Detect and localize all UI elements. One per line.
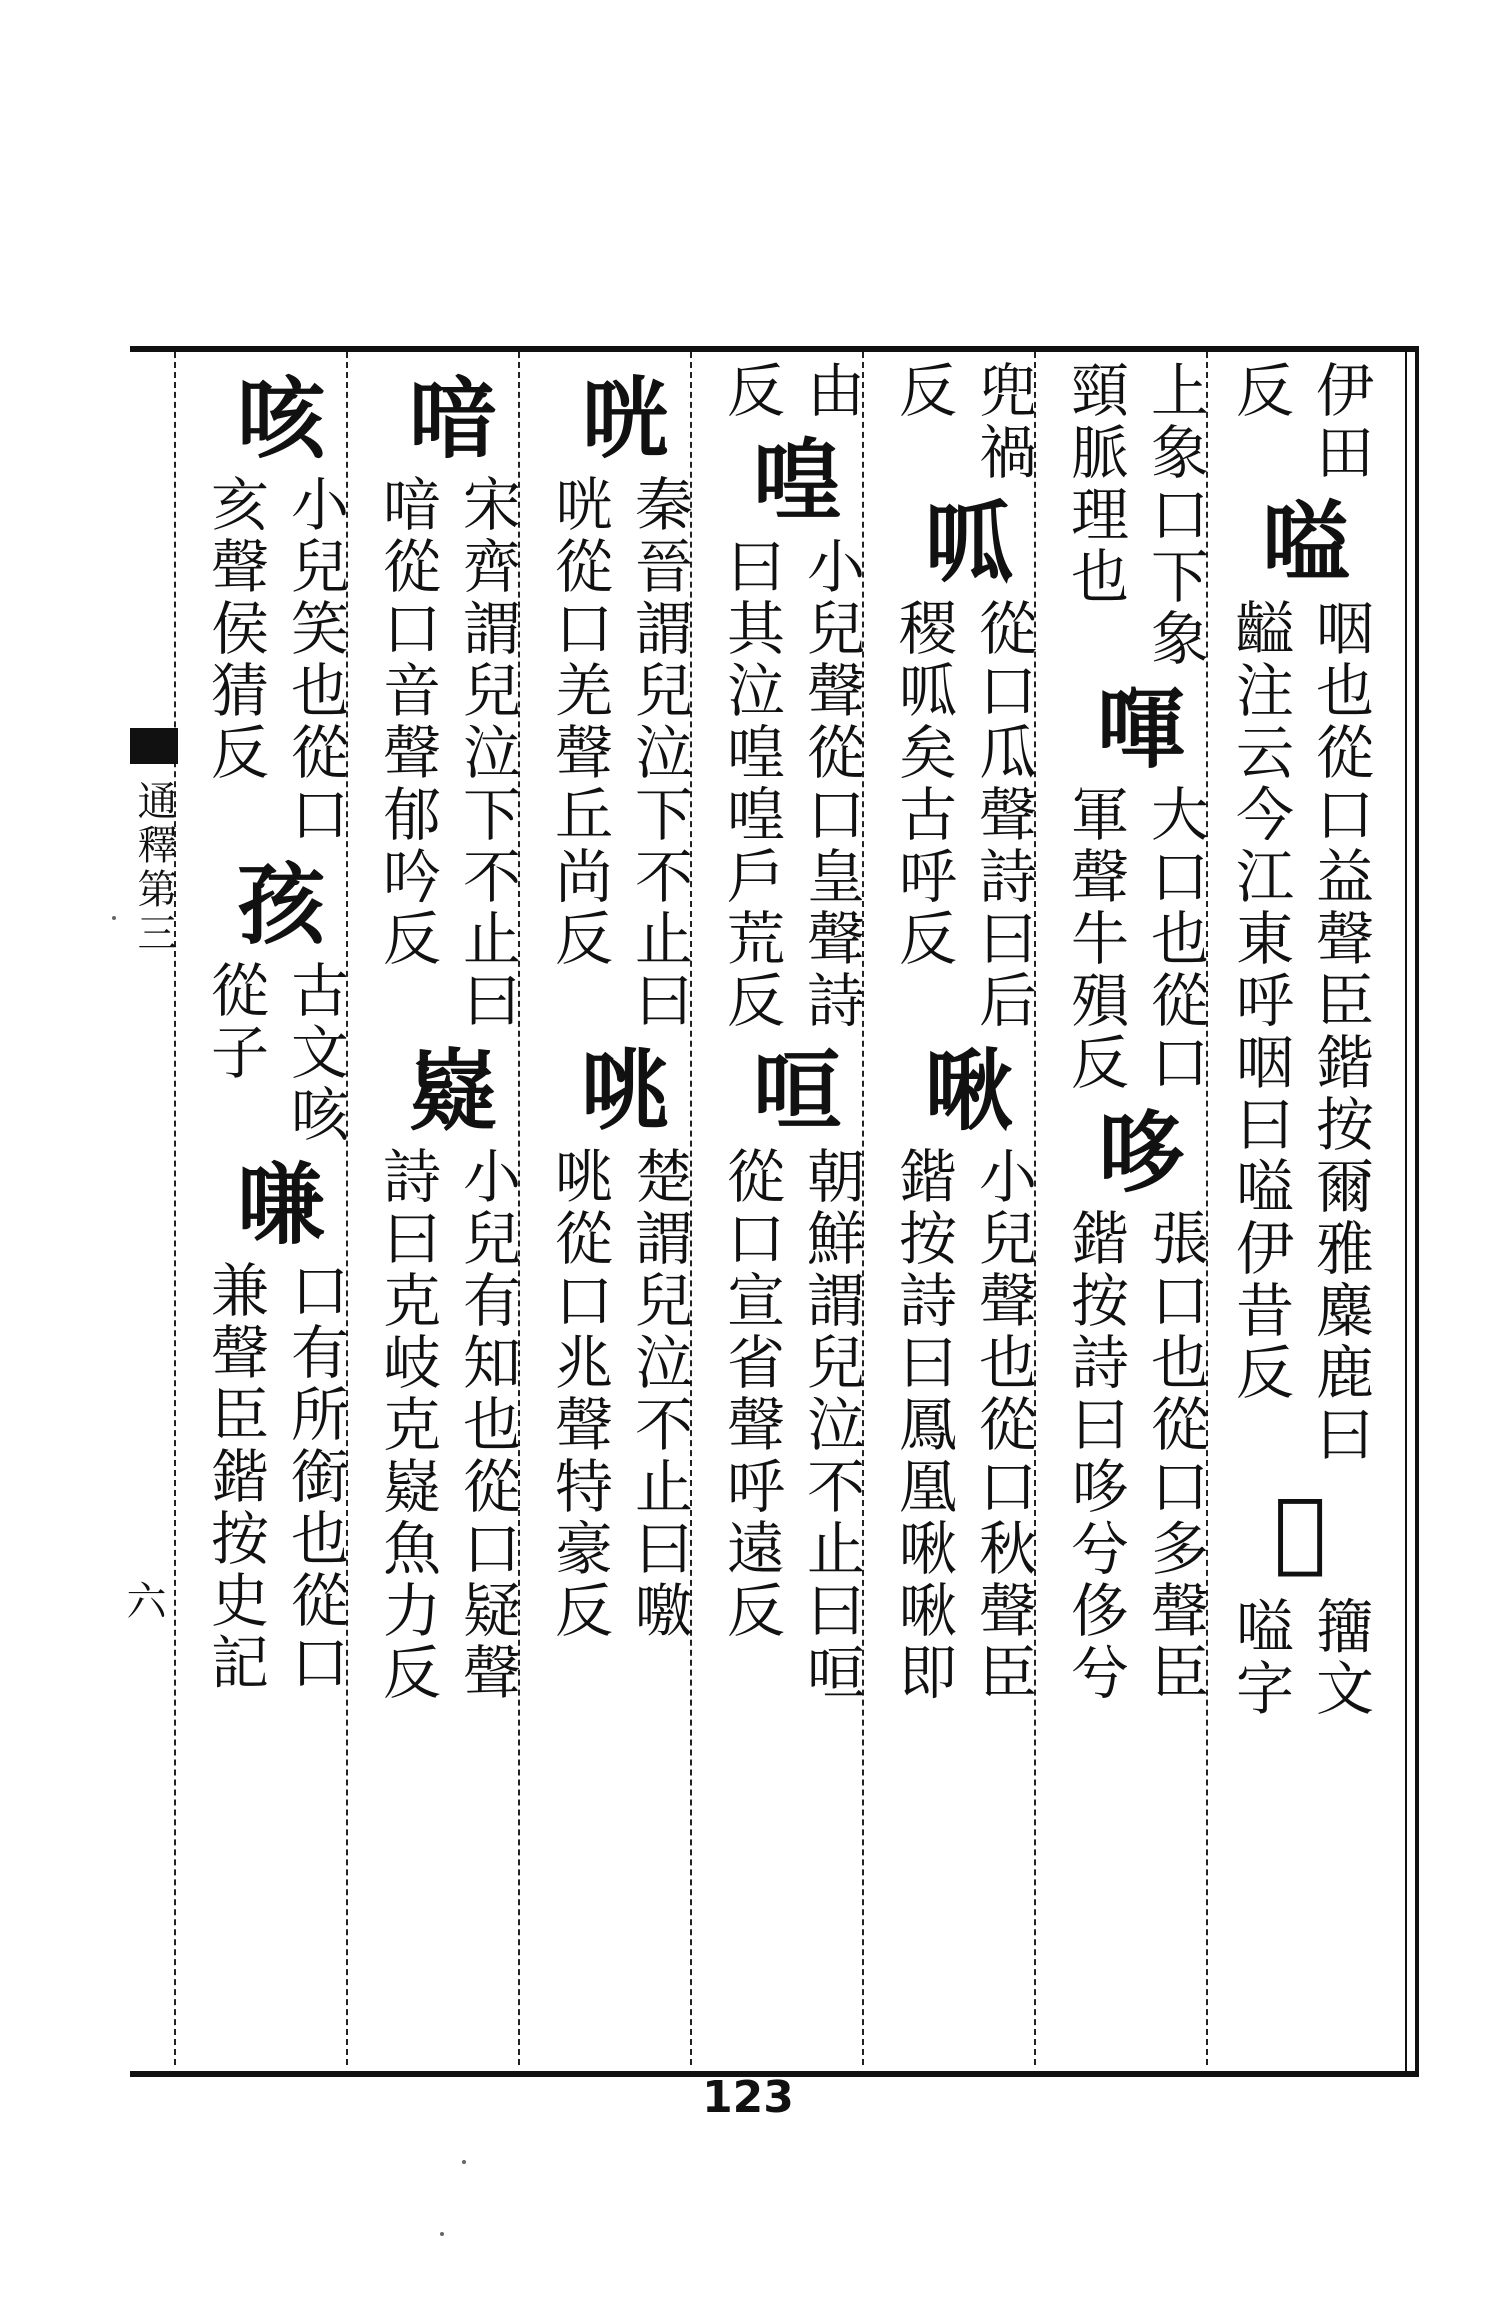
annotation-pair [711,536,871,1032]
annotation-left: 亥聲侯猜反 [201,474,269,784]
annotation-pair [883,598,1043,1032]
annotation-right: 口有所銜也從口 [281,1260,349,1694]
annotation-right: 宋齊謂兒泣下不止曰 [453,474,521,1032]
annotation-left: 咷從口兆聲特豪反 [545,1146,613,1642]
annotation-right: 楚謂兒泣不止曰噭 [625,1146,693,1642]
annotation-pair [367,474,527,1032]
text-column [367,360,527,2050]
annotation-left: 反 [1226,360,1294,422]
text-column [539,360,699,2050]
seal-character: 呱 [911,496,1015,586]
margin-strip [130,352,164,2065]
annotation-right: 籒文 [1306,1596,1374,1720]
annotation-pair [1220,1596,1380,1720]
annotation-pair [1220,360,1380,484]
seal-character: 嗛 [223,1158,327,1248]
annotation-right: 秦晉謂兒泣下不止曰 [625,474,693,1032]
annotation-pair [1055,784,1215,1094]
annotation-right: 上象口下象 [1141,360,1209,670]
text-column [195,360,355,2050]
text-column [711,360,871,2050]
page-number: 123 [702,2072,794,2123]
annotation-left: 詩曰克岐克嶷魚力反 [373,1146,441,1704]
annotation-right: 小兒聲從口皇聲詩 [797,536,865,1032]
annotation-left: 鍇按詩曰鳳凰啾啾即 [889,1146,957,1704]
text-column [1220,360,1380,2050]
seal-character: 嗌 [1248,496,1352,586]
seal-character: 咳 [223,372,327,462]
annotation-right: 咽也從口益聲臣鍇按爾雅麋鹿曰 [1306,598,1374,1466]
seal-character: 喑 [395,372,499,462]
annotation-right: 伊田 [1306,360,1374,484]
seal-character: 咣 [567,372,671,462]
annotation-right: 小兒笑也從口 [281,474,349,846]
seal-character: 咺 [739,1044,843,1134]
seal-character: 𦧜 [1248,1478,1352,1584]
annotation-left: 稷呱矣古呼反 [889,598,957,970]
annotation-right: 小兒聲也從口秋聲臣 [969,1146,1037,1704]
annotation-left: 從子 [201,960,269,1084]
annotation-left: 兼聲臣鍇按史記 [201,1260,269,1694]
print-speck [462,2160,466,2164]
annotation-pair [883,360,1043,484]
text-column [1055,360,1215,2050]
annotation-pair [1220,598,1380,1466]
seal-character: 啾 [911,1044,1015,1134]
annotation-left: 軍聲牛殞反 [1061,784,1129,1094]
annotation-right: 從口瓜聲詩曰后 [969,598,1037,1032]
print-speck [440,2232,444,2236]
annotation-left: 嗌字 [1226,1596,1294,1720]
seal-character: 孩 [223,858,327,948]
text-column [883,360,1043,2050]
annotation-left: 曰其泣喤喤戶荒反 [717,536,785,1032]
margin-leaf-number: 六 [120,1580,166,1620]
annotation-left: 從口宣省聲呼遠反 [717,1146,785,1642]
annotation-pair [1055,1208,1215,1704]
column-rule [174,352,176,2065]
annotation-right: 由 [797,360,865,422]
annotation-right: 古文咳 [281,960,349,1146]
annotation-left: 反 [889,360,957,422]
fishtail-mark [130,728,178,764]
annotation-pair [883,1146,1043,1704]
annotation-right: 張口也從口多聲臣 [1141,1208,1209,1704]
annotation-pair [367,1146,527,1704]
annotation-left: 喑從口音聲郁吟反 [373,474,441,970]
annotation-left: 鍇按詩曰哆兮侈兮 [1061,1208,1129,1704]
annotation-right: 小兒有知也從口疑聲 [453,1146,521,1704]
annotation-right: 朝鮮謂兒泣不止曰咺 [797,1146,865,1704]
print-speck [112,916,116,920]
annotation-pair [195,474,355,846]
annotation-left: 齸注云今江東呼咽曰嗌伊昔反 [1226,598,1294,1404]
annotation-pair [1055,360,1215,670]
seal-character: 喗 [1083,682,1187,772]
seal-character: 喤 [739,434,843,524]
annotation-left: 反 [717,360,785,422]
annotation-pair [711,1146,871,1704]
annotation-right: 大口也從口 [1141,784,1209,1094]
seal-character: 咷 [567,1044,671,1134]
annotation-left: 頸脈理也 [1061,360,1129,608]
annotation-left: 咣從口羌聲丘尚反 [545,474,613,970]
seal-character: 嶷 [395,1044,499,1134]
annotation-pair [195,960,355,1146]
annotation-pair [711,360,871,422]
annotation-pair [539,1146,699,1642]
seal-character: 哆 [1083,1106,1187,1196]
annotation-right: 兜禍 [969,360,1037,484]
annotation-pair [539,474,699,1032]
margin-title: 通釋第三 [131,780,177,956]
annotation-pair [195,1260,355,1694]
